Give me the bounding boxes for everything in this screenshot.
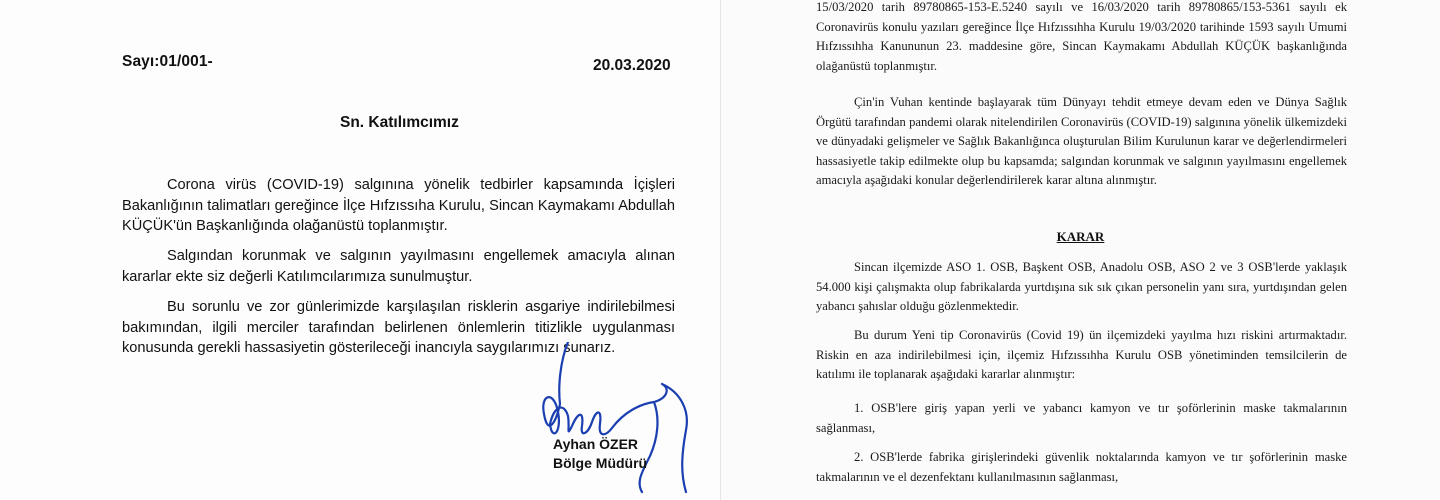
document-number: Sayı:01/001-: [122, 53, 213, 70]
decision-item-1: 1. OSB'lere giriş yapan yerli ve yabancı kamyon ve tır şoförlerinin maske takmalarının sağlanması,: [816, 401, 1347, 435]
salutation: Sn. Katılımcımız: [340, 114, 459, 131]
letter-paragraph: Corona virüs (COVID-19) salgınına yönelik tedbirler kapsamında İçişleri Bakanlığının talimatları gereğince İlçe Hıfzıssıha Kurulu, Sincan Kaymakamı Abdullah KÜÇÜK'ün Başkanlığında olağanüstü toplanmıştır.: [122, 177, 675, 234]
decision-item-2: 2. OSB'lerde fabrika girişlerindeki güvenlik noktalarında kamyon ve tır şoförlerinin maske takmalarının ve el dezenfektanı kullanılmasının sağlanması,: [816, 450, 1347, 484]
intro-paragraph: 15/03/2020 tarih 89780865-153-E.5240 sayılı ve 16/03/2020 tarih 89780865/153-5361 sayılı ek Coronavirüs konulu yazıları gereğince İlçe Hıfzıssıhha Kurulu 19/03/2020 tarihinde 1593 sayılı Umumi Hıfzıssıhha Kanununun 23. maddesine göre, Sincan Kaymakamı Abdullah KÜÇÜK başkanlığında olağanüstü toplanmıştır.: [816, 0, 1347, 73]
decision-heading: KARAR: [1056, 229, 1105, 244]
context-paragraph: Çin'in Vuhan kentinde başlayarak tüm Dünyayı tehdit etmeye devam eden ve Dünya Sağlık Örgütü tarafından pandemi olarak nitelendirilen Coronavirüs (COVID-19) salgınına yönelik ülkemizdeki ve dünyadaki gelişmeler ve Sağlık Bakanlığınca oluşturulan Bilim Kurulunun karar ve değerlendirmeleri hassasiyetle takip edilmekte olup bu kapsamda; salgından korunmak ve salgının yayılmasını engellemek amacıyla aşağıdaki konular değerlendirilerek karar altına alınmıştır.: [816, 95, 1347, 187]
decision-page: [721, 0, 1440, 500]
handwritten-signature: [530, 342, 700, 500]
signer-block: [553, 435, 647, 473]
letter-paragraph: Bu sorunlu ve zor günlerimizde karşılaşılan risklerin asgariye indirilebilmesi bakımından, ilgili merciler tarafından belirlenen önlemlerin titizlikle uygulanması konusunda gerekli hassasiyetin gösterileceği inancıyla saygılarımızı sunarız.: [122, 299, 675, 356]
signer-name: Ayhan ÖZER: [553, 436, 639, 452]
letter-paragraph: Salgından korunmak ve salgının yayılmasını engellemek amacıyla alınan kararlar ekte siz değerli Katılımcılarımıza sunulmuştur.: [122, 248, 675, 285]
signer-title: Bölge Müdürü: [553, 455, 648, 471]
decision-paragraph: Sincan ilçemizde ASO 1. OSB, Başkent OSB, Anadolu OSB, ASO 2 ve 3 OSB'lerde yaklaşık 54.000 kişi çalışmakta olup fabrikalarda yurtdışına sık sık çıkan personelin yanı sıra, yurtdışından gelen yabancı şahıslar olduğu gözlenmektedir.: [816, 260, 1347, 313]
decision-paragraph: Bu durum Yeni tip Coronavirüs (Covid 19) ün ilçemizdeki yayılma hızı riskini artırmaktadır. Riskin en aza indirilebilmesi için, ilçemiz Hıfzıssıhha Kurulu OSB yönetiminden temsilcilerin de katılımı ile toplanarak aşağıdaki kararlar alınmıştır:: [816, 328, 1347, 381]
document-date: 20.03.2020: [593, 57, 671, 74]
